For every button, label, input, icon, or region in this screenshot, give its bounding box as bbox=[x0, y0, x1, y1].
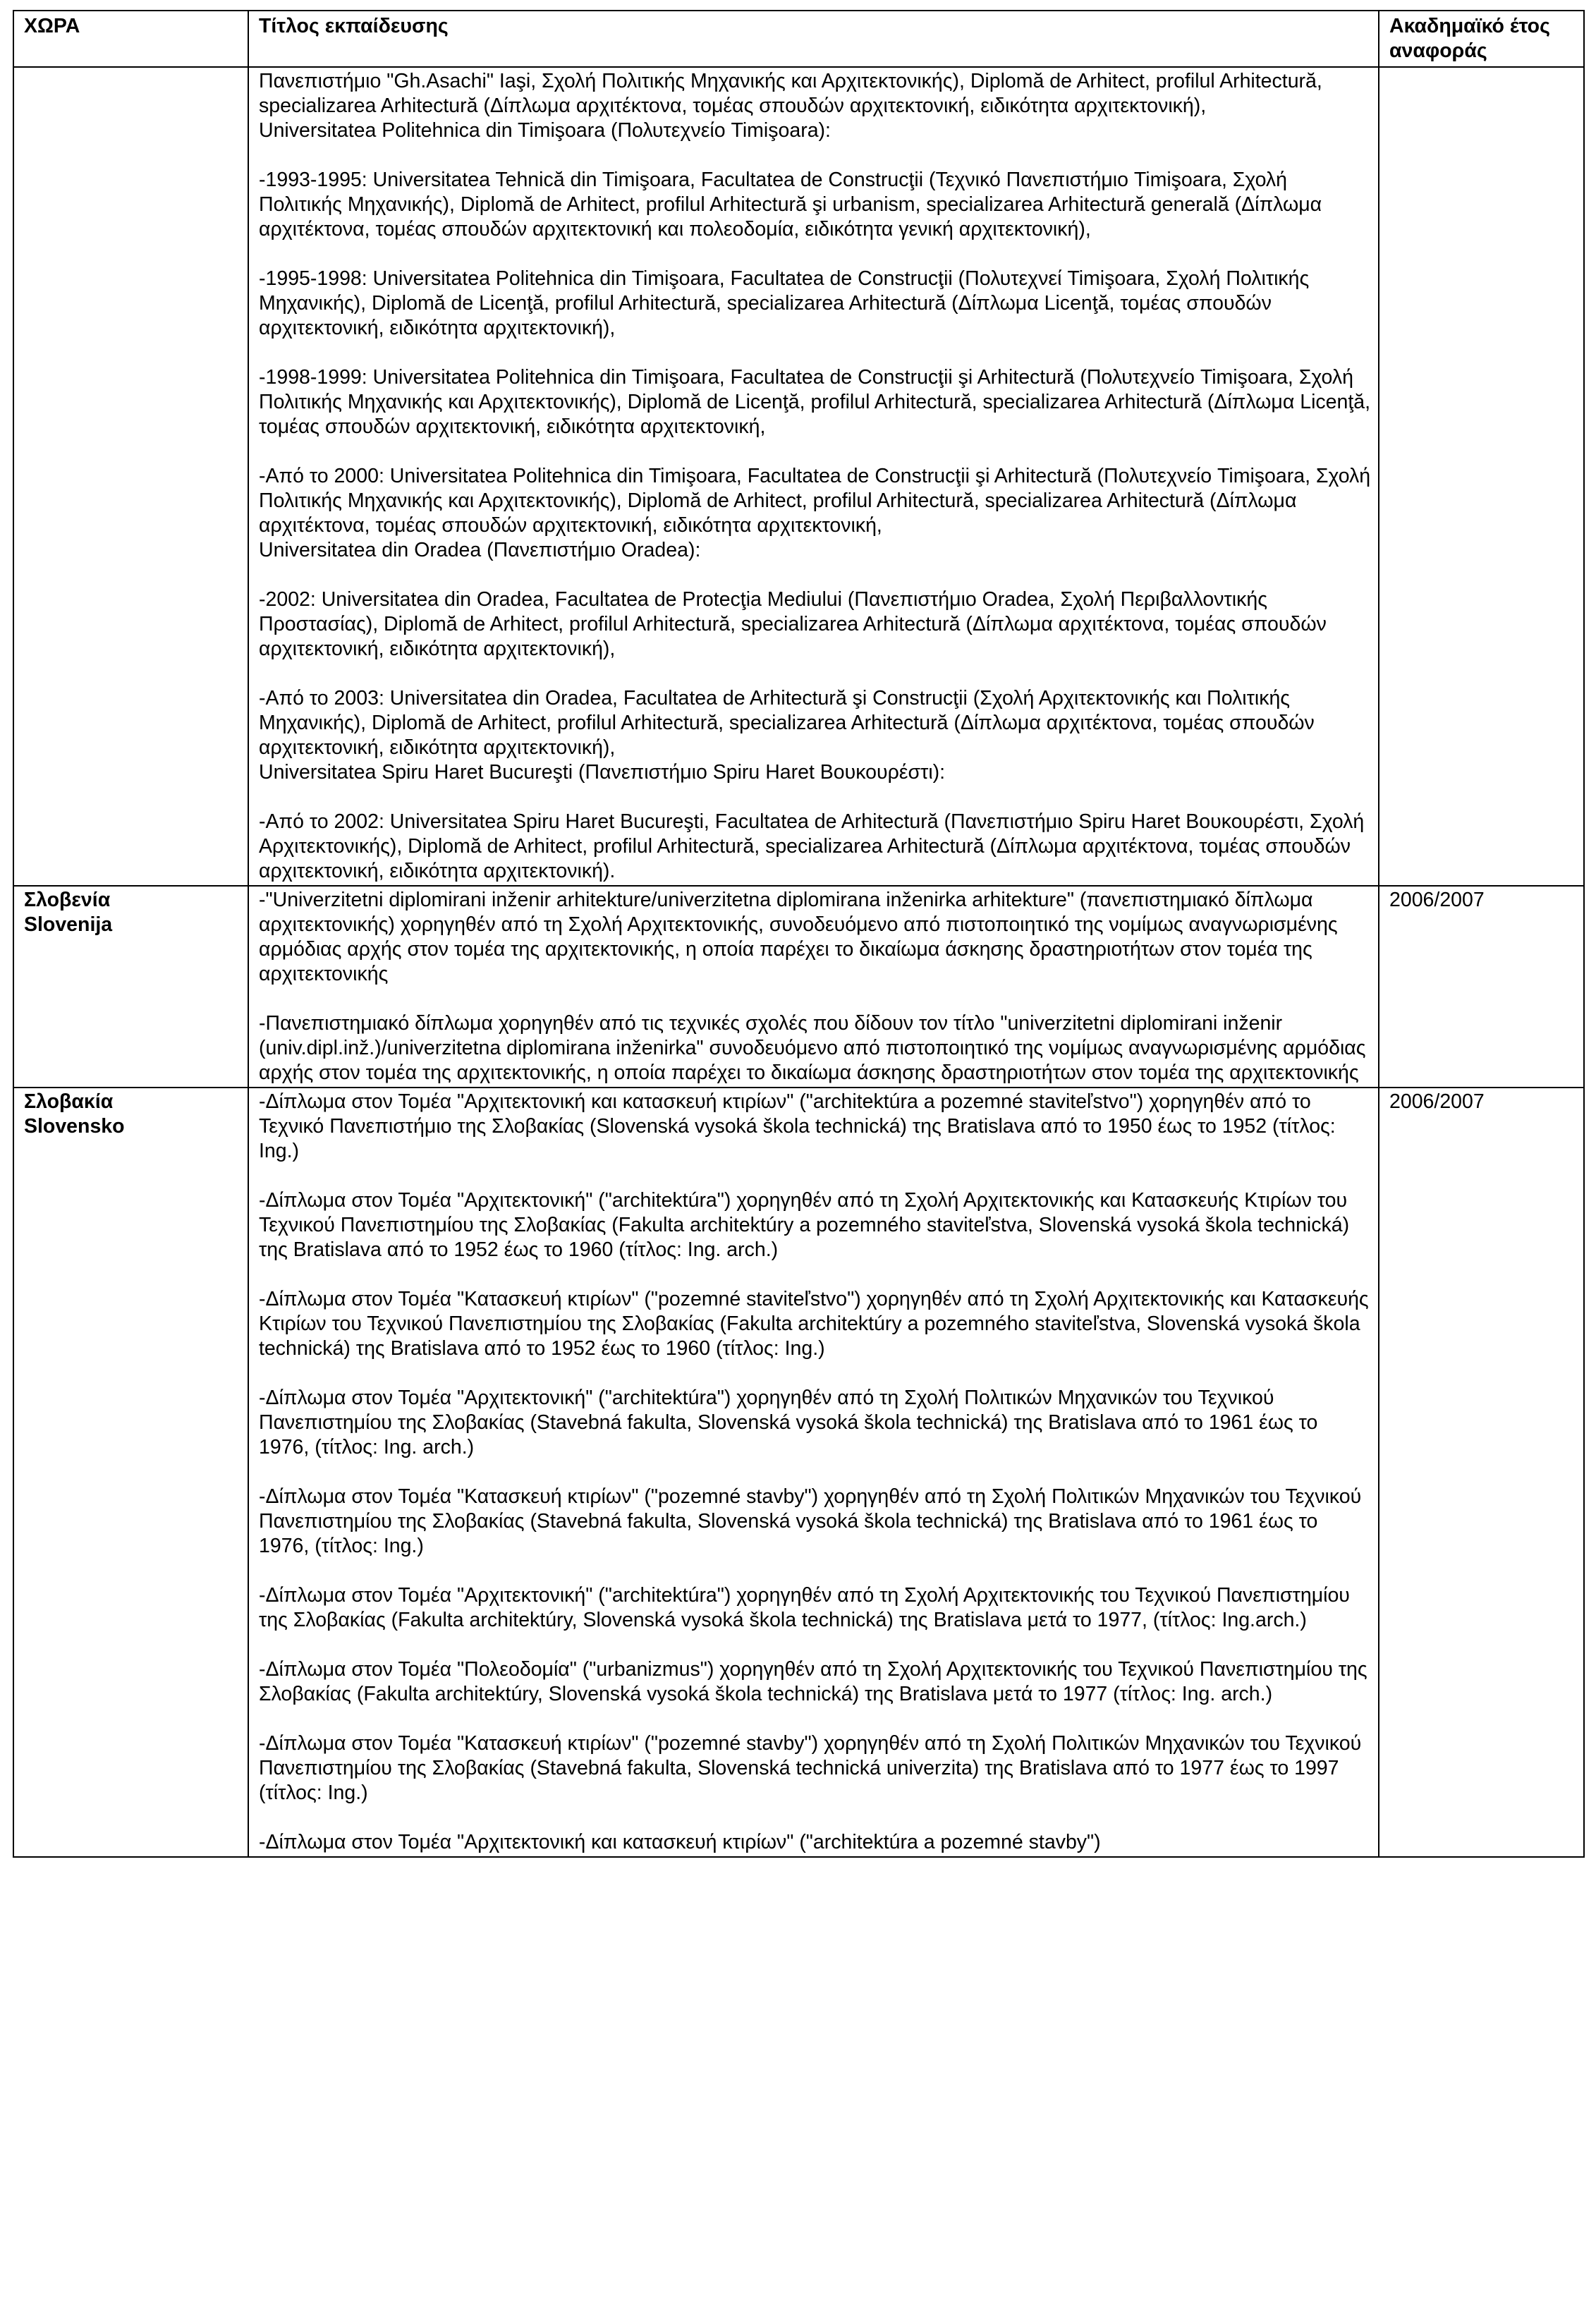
header-row bbox=[13, 11, 1584, 67]
qualification-paragraph: -Δίπλωμα στον Τομέα "Αρχιτεκτονική" ("architektúra") χορηγηθέν από τη Σχολή Αρχιτεκτονικής του Τεχνικού Πανεπιστημίου της Σλοβακίας (Fakulta architektúry, Slovenská vysoká škola technická) της Bratislava μετά το 1977, (τίτλος: Ing.arch.) bbox=[259, 1584, 1350, 1631]
title-cell bbox=[248, 67, 1379, 886]
title-cell bbox=[248, 1088, 1379, 1857]
year-cell bbox=[1379, 67, 1584, 886]
country-cell bbox=[13, 1088, 248, 1857]
qualification-paragraph: -Πανεπιστημιακό δίπλωμα χορηγηθέν από τις τεχνικές σχολές που δίδουν τον τίτλο "univerzitetni diplomirani inženir (univ.dipl.inž.)/univerzitetna diplomirana inženirka" συνοδευόμενο από πιστοποιητικό της νομίμως αναγνωρισμένης αρμόδιας αρχής στον τομέα της αρχιτεκτονικής, η οποία παρέχει το δικαίωμα άσκησης δραστηριοτήτων στον τομέα της αρχιτεκτονικής bbox=[259, 1012, 1366, 1084]
qualification-paragraph: -Από το 2002: Universitatea Spiru Haret Bucureşti, Facultatea de Arhitectură (Πανεπιστήμιο Spiru Haret Βουκουρέστι, Σχολή Αρχιτεκτονικής), Diplomă de Arhitect, profilul Arhitectură, specializarea Arhitectură (Δίπλωμα αρχιτέκτονα, τομέας σπουδών αρχιτεκτονική, ειδικότητα αρχιτεκτονική). bbox=[259, 810, 1365, 882]
title-cell bbox=[248, 886, 1379, 1088]
qualification-paragraph: -1995-1998: Universitatea Politehnica din Timişoara, Facultatea de Construcţii (Πολυτεχνεί Timişoara, Σχολή Πολιτικής Μηχανικής), Diplomă de Licenţă, profilul Arhitectură, specializarea Arhitectură (Δίπλωμα Licenţă, τομέας σπουδών αρχιτεκτονική, ειδικότητα αρχιτεκτονική), bbox=[259, 267, 1310, 339]
qualification-paragraph: -"Univerzitetni diplomirani inženir arhitekture/univerzitetna diplomirana inženirka arhitekture" (πανεπιστημιακό δίπλωμα αρχιτεκτονικής) χορηγηθέν από τη Σχολή Αρχιτεκτονικής, συνοδευόμενο από πιστοποιητικό της νομίμως αναγνωρισμένης αρμόδιας αρχής στον τομέα της αρχιτεκτονικής, η οποία παρέχει το δικαίωμα άσκησης δραστηριοτήτων στον τομέα της αρχιτεκτονικής bbox=[259, 889, 1338, 985]
header-title: Τίτλος εκπαίδευσης bbox=[248, 11, 1379, 67]
qualification-paragraph: -Δίπλωμα στον Τομέα "Πολεοδομία" ("urbanizmus") χορηγηθέν από τη Σχολή Αρχιτεκτονικής του Τεχνικού Πανεπιστημίου της Σλοβακίας (Fakulta architektúry, Slovenská vysoká škola technická) της Bratislava μετά το 1977 (τίτλος: Ing. arch.) bbox=[259, 1658, 1367, 1705]
table-body bbox=[13, 67, 1584, 1857]
country-name: Slovensko bbox=[24, 1115, 125, 1138]
qualification-paragraph: -1998-1999: Universitatea Politehnica din Timişoara, Facultatea de Construcţii şi Arhitectură (Πολυτεχνείο Timişoara, Σχολή Πολιτικής Μηχανικής και Αρχιτεκτονικής), Diplomă de Licenţă, profilul Arhitectură, specializarea Arhitectură (Δίπλωμα Licenţă, τομέας σπουδών αρχιτεκτονική, ειδικότητα αρχιτεκτονική, bbox=[259, 366, 1371, 438]
header-year: Ακαδημαϊκό έτος αναφοράς bbox=[1379, 11, 1584, 67]
table-row bbox=[13, 67, 1584, 886]
qualifications-table bbox=[13, 10, 1585, 1858]
qualification-paragraph: -Δίπλωμα στον Τομέα "Κατασκευή κτιρίων" ("pozemné staviteľstvo") χορηγηθέν από τη Σχολή Αρχιτεκτονικής και Κατασκευής Κτιρίων του Τεχνικού Πανεπιστημίου της Σλοβακίας (Fakulta architektúry a pozemného staviteľstva, Slovenská vysoká škola technická) της Bratislava από το 1952 έως το 1960 (τίτλος: Ing.) bbox=[259, 1288, 1369, 1360]
table-header bbox=[13, 11, 1584, 67]
qualification-paragraph: -Δίπλωμα στον Τομέα "Αρχιτεκτονική" ("architektúra") χορηγηθέν από τη Σχολή Πολιτικών Μηχανικών του Τεχνικού Πανεπιστημίου της Σλοβακίας (Stavebná fakulta, Slovenská vysoká škola technická) της Bratislava από το 1961 έως το 1976, (τίτλος: Ing. arch.) bbox=[259, 1387, 1318, 1458]
table-row bbox=[13, 886, 1584, 1088]
qualification-paragraph: -Δίπλωμα στον Τομέα "Κατασκευή κτιρίων" ("pozemné stavby") χορηγηθέν από τη Σχολή Πολιτικών Μηχανικών του Τεχνικού Πανεπιστημίου της Σλοβακίας (Stavebná fakulta, Slovenská technická univerzita) της Bratislava από το 1977 έως το 1997 (τίτλος: Ing.) bbox=[259, 1732, 1362, 1804]
qualification-paragraph: -Δίπλωμα στον Τομέα "Αρχιτεκτονική και κατασκευή κτιρίων" ("architektúra a pozemné stavby") bbox=[259, 1831, 1101, 1853]
country-name: Slovenija bbox=[24, 913, 113, 936]
qualification-paragraph: -Δίπλωμα στον Τομέα "Κατασκευή κτιρίων" ("pozemné stavby") χορηγηθέν από τη Σχολή Πολιτικών Μηχανικών του Τεχνικού Πανεπιστημίου της Σλοβακίας (Stavebná fakulta, Slovenská vysoká škola technická) της Bratislava από το 1961 έως το 1976, (τίτλος: Ing.) bbox=[259, 1485, 1362, 1557]
year-cell: 2006/2007 bbox=[1379, 886, 1584, 1088]
header-country: ΧΩΡΑ bbox=[13, 11, 248, 67]
country-name: Σλοβακία bbox=[24, 1090, 114, 1113]
qualification-paragraph: -Δίπλωμα στον Τομέα "Αρχιτεκτονική και κατασκευή κτιρίων" ("architektúra a pozemné staviteľstvo") χορηγηθέν από το Τεχνικό Πανεπιστήμιο της Σλοβακίας (Slovenská vysoká škola technická) της Bratislava από το 1950 έως το 1952 (τίτλος: Ing.) bbox=[259, 1090, 1336, 1162]
qualification-paragraph: -Από το 2003: Universitatea din Oradea, Facultatea de Arhitectură şi Construcţii (Σχολή Αρχιτεκτονικής και Πολιτικής Μηχανικής), Diplomă de Arhitect, profilul Arhitectură, specializarea Arhitectură (Δίπλωμα αρχιτέκτονα, τομέας σπουδών αρχιτεκτονική, ειδικότητα αρχιτεκτονική), bbox=[259, 687, 1315, 759]
qualification-paragraph: -2002: Universitatea din Oradea, Facultatea de Protecţia Mediului (Πανεπιστήμιο Oradea, Σχολή Περιβαλλοντικής Προστασίας), Diplomă de Arhitect, profilul Arhitectură, specializarea Arhitectură (Δίπλωμα αρχιτέκτονα, τομέας σπουδών αρχιτεκτονική, ειδικότητα αρχιτεκτονική), bbox=[259, 588, 1327, 660]
qualification-paragraph: -Από το 2000: Universitatea Politehnica din Timişoara, Facultatea de Construcţii şi Arhitectură (Πολυτεχνείο Timişoara, Σχολή Πολιτικής Μηχανικής και Αρχιτεκτονικής), Diplomă de Arhitect, profilul Arhitectură, specializarea Arhitectură (Δίπλωμα αρχιτέκτονα, τομέας σπουδών αρχιτεκτονική, ειδικότητα αρχιτεκτονική, bbox=[259, 465, 1371, 537]
table-row bbox=[13, 1088, 1584, 1857]
qualification-paragraph: -1993-1995: Universitatea Tehnică din Timişoara, Facultatea de Construcţii (Τεχνικό Πανεπιστήμιο Timişoara, Σχολή Πολιτικής Μηχανικής), Diplomă de Arhitect, profilul Arhitectură şi urbanism, specializarea Arhitectură generală (Δίπλωμα αρχιτέκτονα, τομέας σπουδών αρχιτεκτονική και πολεοδομία, ειδικότητα γενική αρχιτεκτονική), bbox=[259, 169, 1322, 240]
qualification-paragraph: Πανεπιστήμιο "Gh.Asachi" Iaşi, Σχολή Πολιτικής Μηχανικής και Αρχιτεκτονικής), Diplomă de Arhitect, profilul Arhitectură, specializarea Arhitectură (Δίπλωμα αρχιτέκτονα, τομέας σπουδών αρχιτεκτονική, ειδικότητα αρχιτεκτονική), bbox=[259, 70, 1322, 117]
country-cell bbox=[13, 67, 248, 886]
qualification-paragraph: Universitatea din Oradea (Πανεπιστήμιο Oradea): bbox=[259, 539, 701, 561]
qualification-paragraph: Universitatea Spiru Haret Bucureşti (Πανεπιστήμιο Spiru Haret Βουκουρέστι): bbox=[259, 761, 946, 784]
qualification-paragraph: -Δίπλωμα στον Τομέα "Αρχιτεκτονική" ("architektúra") χορηγηθέν από τη Σχολή Αρχιτεκτονικής και Κατασκευής Κτιρίων του Τεχνικού Πανεπιστημίου της Σλοβακίας (Fakulta architektúry a pozemného staviteľstva, Slovenská vysoká škola technická) της Bratislava από το 1952 έως το 1960 (τίτλος: Ing. arch.) bbox=[259, 1189, 1350, 1261]
year-cell: 2006/2007 bbox=[1379, 1088, 1584, 1857]
country-cell bbox=[13, 886, 248, 1088]
qualification-paragraph: Universitatea Politehnica din Timişoara (Πολυτεχνείο Timişoara): bbox=[259, 119, 831, 142]
country-name: Σλοβενία bbox=[24, 889, 111, 911]
